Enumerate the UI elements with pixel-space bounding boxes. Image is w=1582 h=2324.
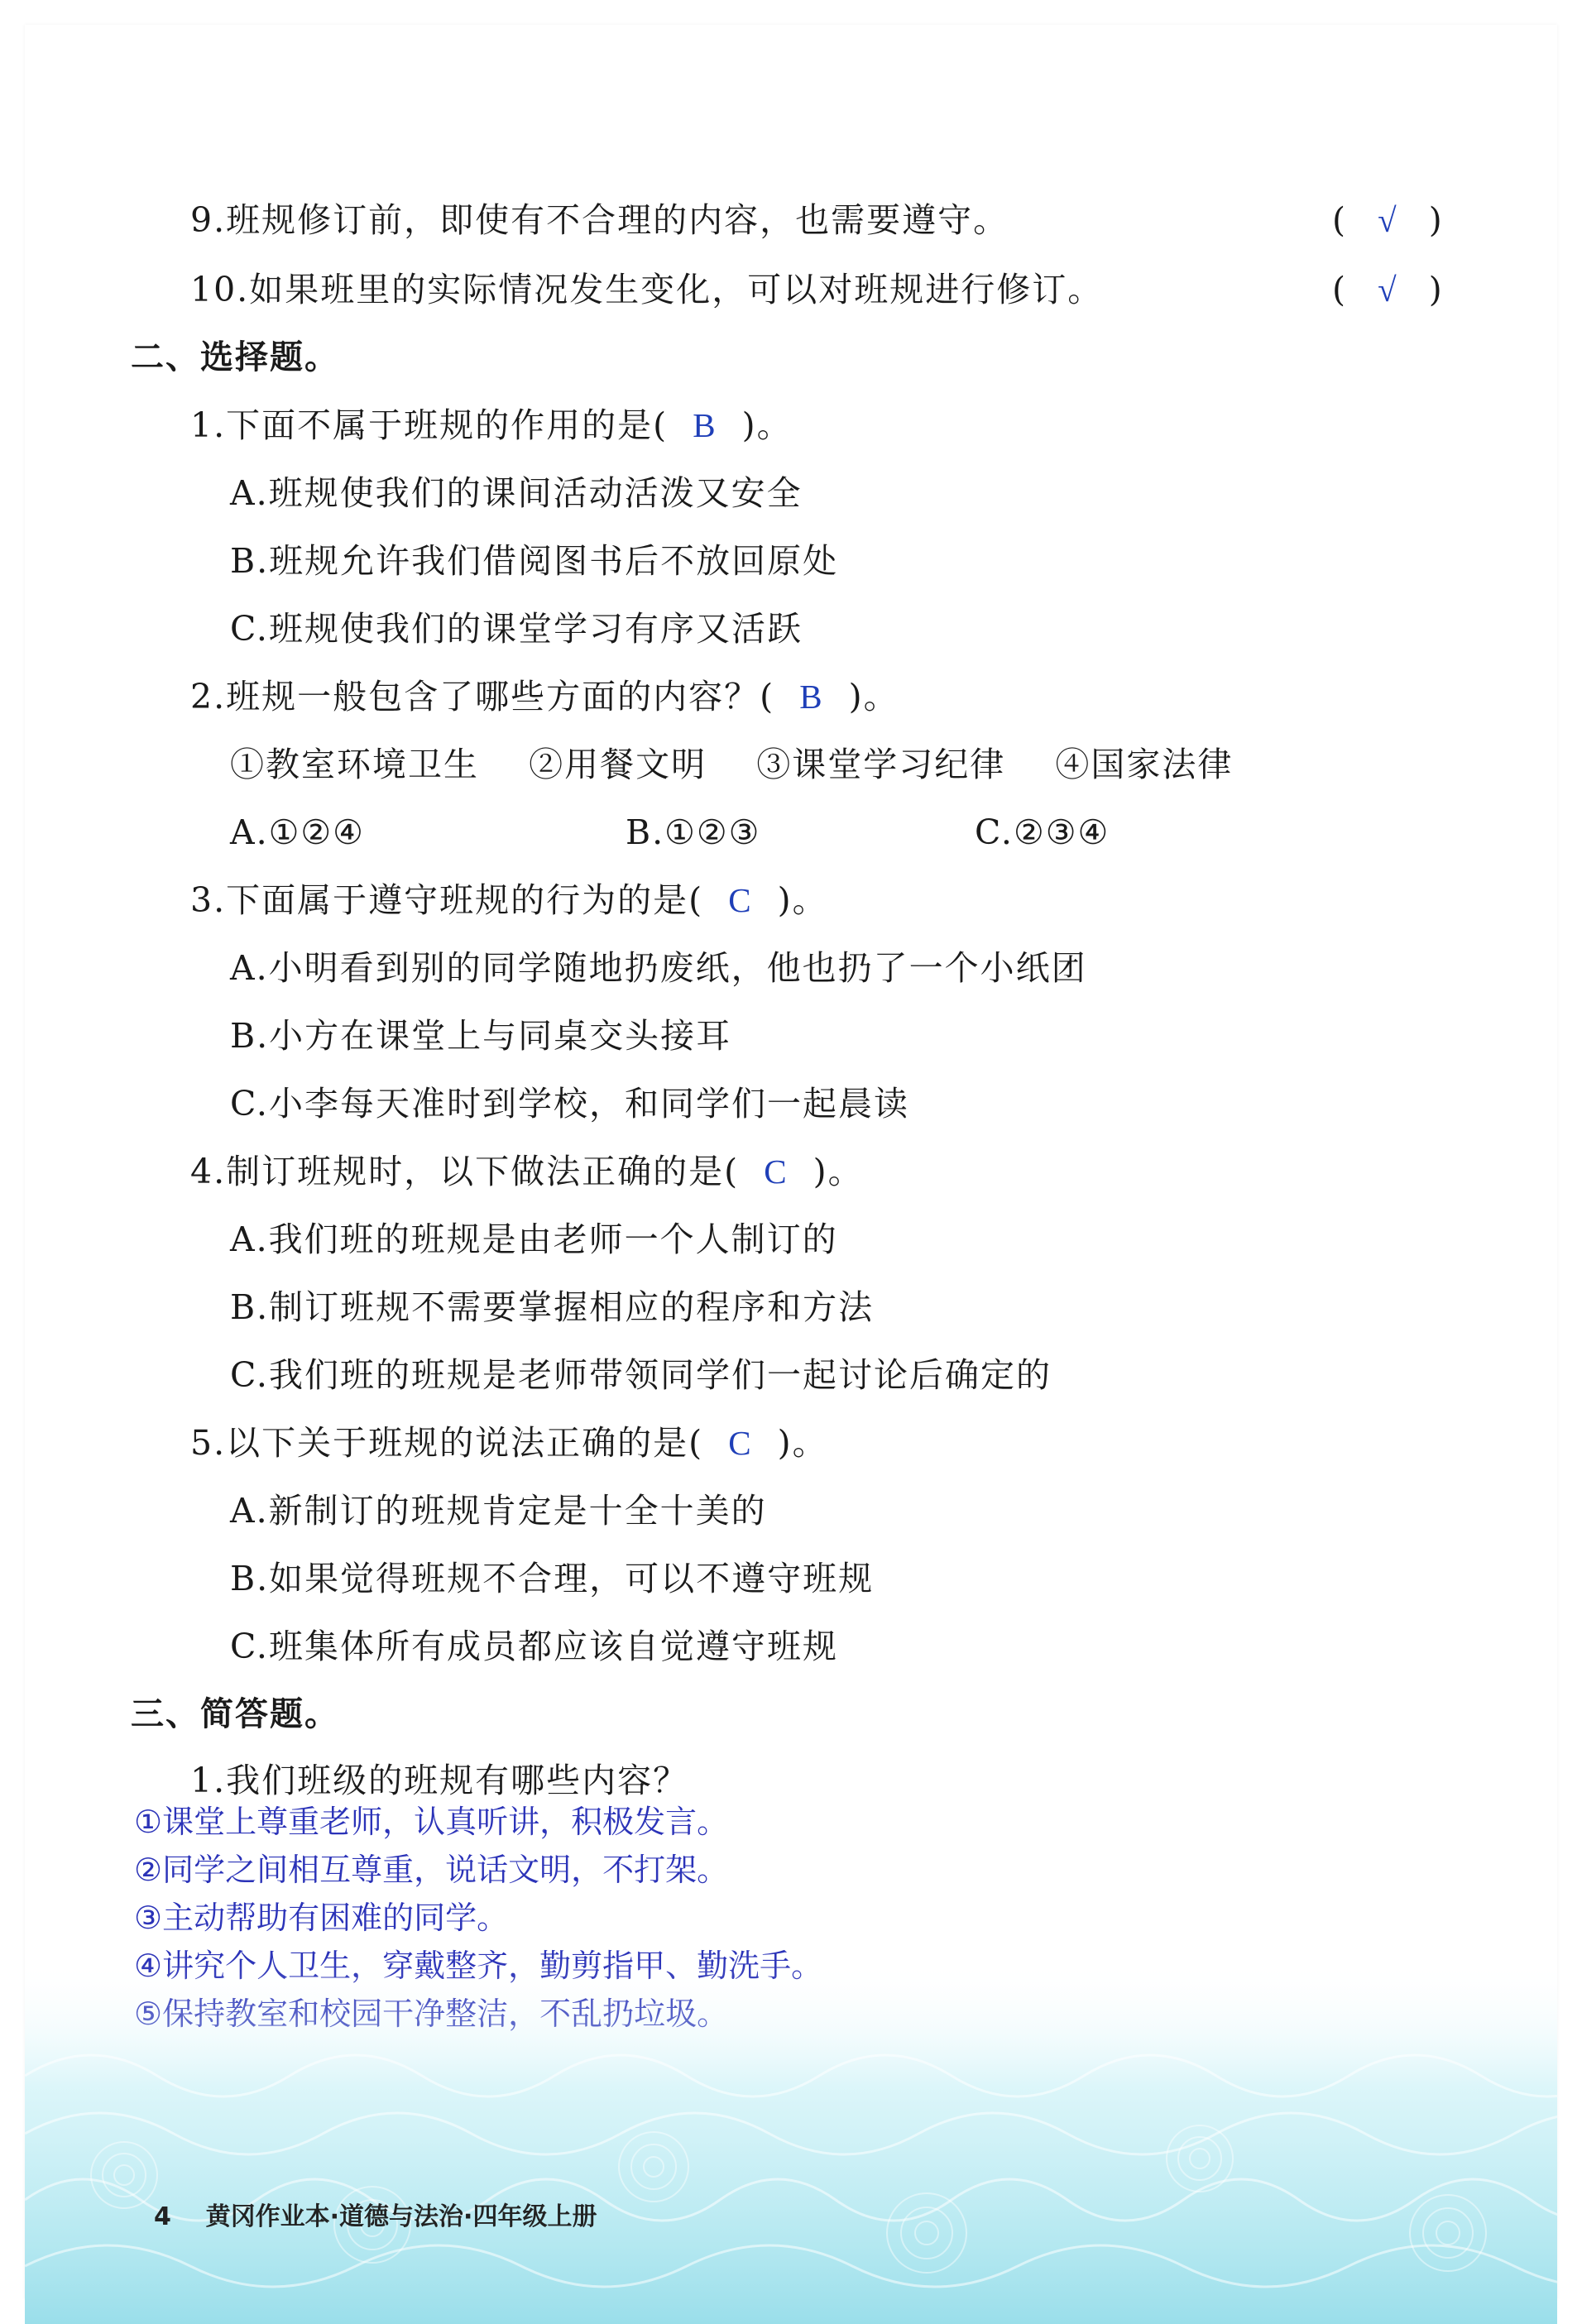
short-q1-answer-3: ③主动帮助有困难的同学。 [134, 1900, 509, 1936]
q2-item-3: ③课堂学习纪律 [756, 745, 1006, 784]
q5-stem-end: )。 [777, 1423, 828, 1463]
tf-item-10 [190, 266, 1103, 313]
q4-answer: C [764, 1152, 789, 1191]
q2-item-4: ④国家法律 [1055, 745, 1234, 784]
tf-item-9 [190, 197, 1009, 243]
q2-option-c: C.②③④ [975, 812, 1110, 852]
q4-option-c: C.我们班的班规是老师带领同学们一起讨论后确定的 [230, 1355, 1052, 1395]
tf-item-10-bracket: ( √ ) [1332, 270, 1442, 309]
q3-option-a: A.小明看到别的同学随地扔废纸，他也扔了一个小纸团 [230, 948, 1087, 988]
q1-stem [190, 402, 793, 448]
q3-stem-text: 3.下面属于遵守班规的行为的是( [190, 880, 704, 920]
q5-option-a: A.新制订的班规肯定是十全十美的 [230, 1491, 767, 1531]
q1-answer: B [693, 406, 717, 444]
q5-option-c: C.班集体所有成员都应该自觉遵守班规 [230, 1627, 838, 1666]
q1-stem-text: 1.下面不属于班规的作用的是( [190, 405, 669, 445]
q1-option-c: C.班规使我们的课堂学习有序又活跃 [230, 609, 803, 649]
tf-item-9-mark: √ [1378, 201, 1397, 239]
q2-item-1: ①教室环境卫生 [230, 745, 479, 784]
q4-stem-text: 4.制订班规时，以下做法正确的是( [190, 1152, 740, 1191]
page-number: 4 [154, 2202, 171, 2231]
q4-option-b: B.制订班规不需要掌握相应的程序和方法 [230, 1287, 875, 1327]
footer [154, 2201, 597, 2234]
tf-item-9-text: 9.班规修订前，即使有不合理的内容，也需要遵守。 [190, 200, 1009, 240]
q3-option-b: B.小方在课堂上与同桌交头接耳 [230, 1016, 732, 1056]
tf-item-10-text: 10.如果班里的实际情况发生变化，可以对班规进行修订。 [190, 270, 1104, 309]
workbook-page [25, 25, 1557, 2299]
q3-stem [190, 877, 828, 923]
q2-stem [190, 673, 899, 720]
short-q1-answer-2: ②同学之间相互尊重，说话文明，不打架。 [134, 1852, 729, 1888]
q3-stem-end: )。 [777, 880, 828, 920]
short-q1-answer-1: ①课堂上尊重老师，认真听讲，积极发言。 [134, 1804, 729, 1840]
tf-item-10-mark: √ [1378, 271, 1397, 309]
q5-answer: C [728, 1424, 753, 1462]
q5-stem [190, 1420, 828, 1466]
q2-stem-text: 2.班规一般包含了哪些方面的内容？( [190, 677, 775, 716]
q1-option-a: A.班规使我们的课间活动活泼又安全 [230, 473, 803, 513]
choice-section-title: 二、选择题。 [131, 338, 339, 376]
q2-item-2: ②用餐文明 [529, 745, 707, 784]
q2-stem-end: )。 [848, 677, 899, 716]
q2-answer: B [799, 678, 824, 716]
q5-option-b: B.如果觉得班规不合理，可以不遵守班规 [230, 1559, 875, 1598]
book-title: 黄冈作业本·道德与法治·四年级上册 [205, 2202, 597, 2231]
q3-answer: C [728, 881, 753, 919]
wave-decoration [25, 1960, 1557, 2324]
q3-option-c: C.小李每天准时到学校，和同学们一起晨读 [230, 1084, 909, 1124]
q2-option-a: A.①②④ [230, 812, 365, 852]
q5-stem-text: 5.以下关于班规的说法正确的是( [190, 1423, 704, 1463]
q1-option-b: B.班规允许我们借阅图书后不放回原处 [230, 541, 839, 581]
q4-stem-end: )。 [813, 1152, 864, 1191]
q1-stem-end: )。 [741, 405, 793, 445]
q2-option-b: B.①②③ [626, 812, 761, 852]
q2-items [230, 741, 1233, 788]
q4-option-a: A.我们班的班规是由老师一个人制订的 [230, 1220, 838, 1259]
tf-item-9-bracket: ( √ ) [1332, 200, 1442, 240]
q4-stem [190, 1148, 864, 1195]
short-q1-stem: 1.我们班级的班规有哪些内容？ [190, 1761, 689, 1800]
short-answer-section-title: 三、简答题。 [131, 1695, 339, 1733]
